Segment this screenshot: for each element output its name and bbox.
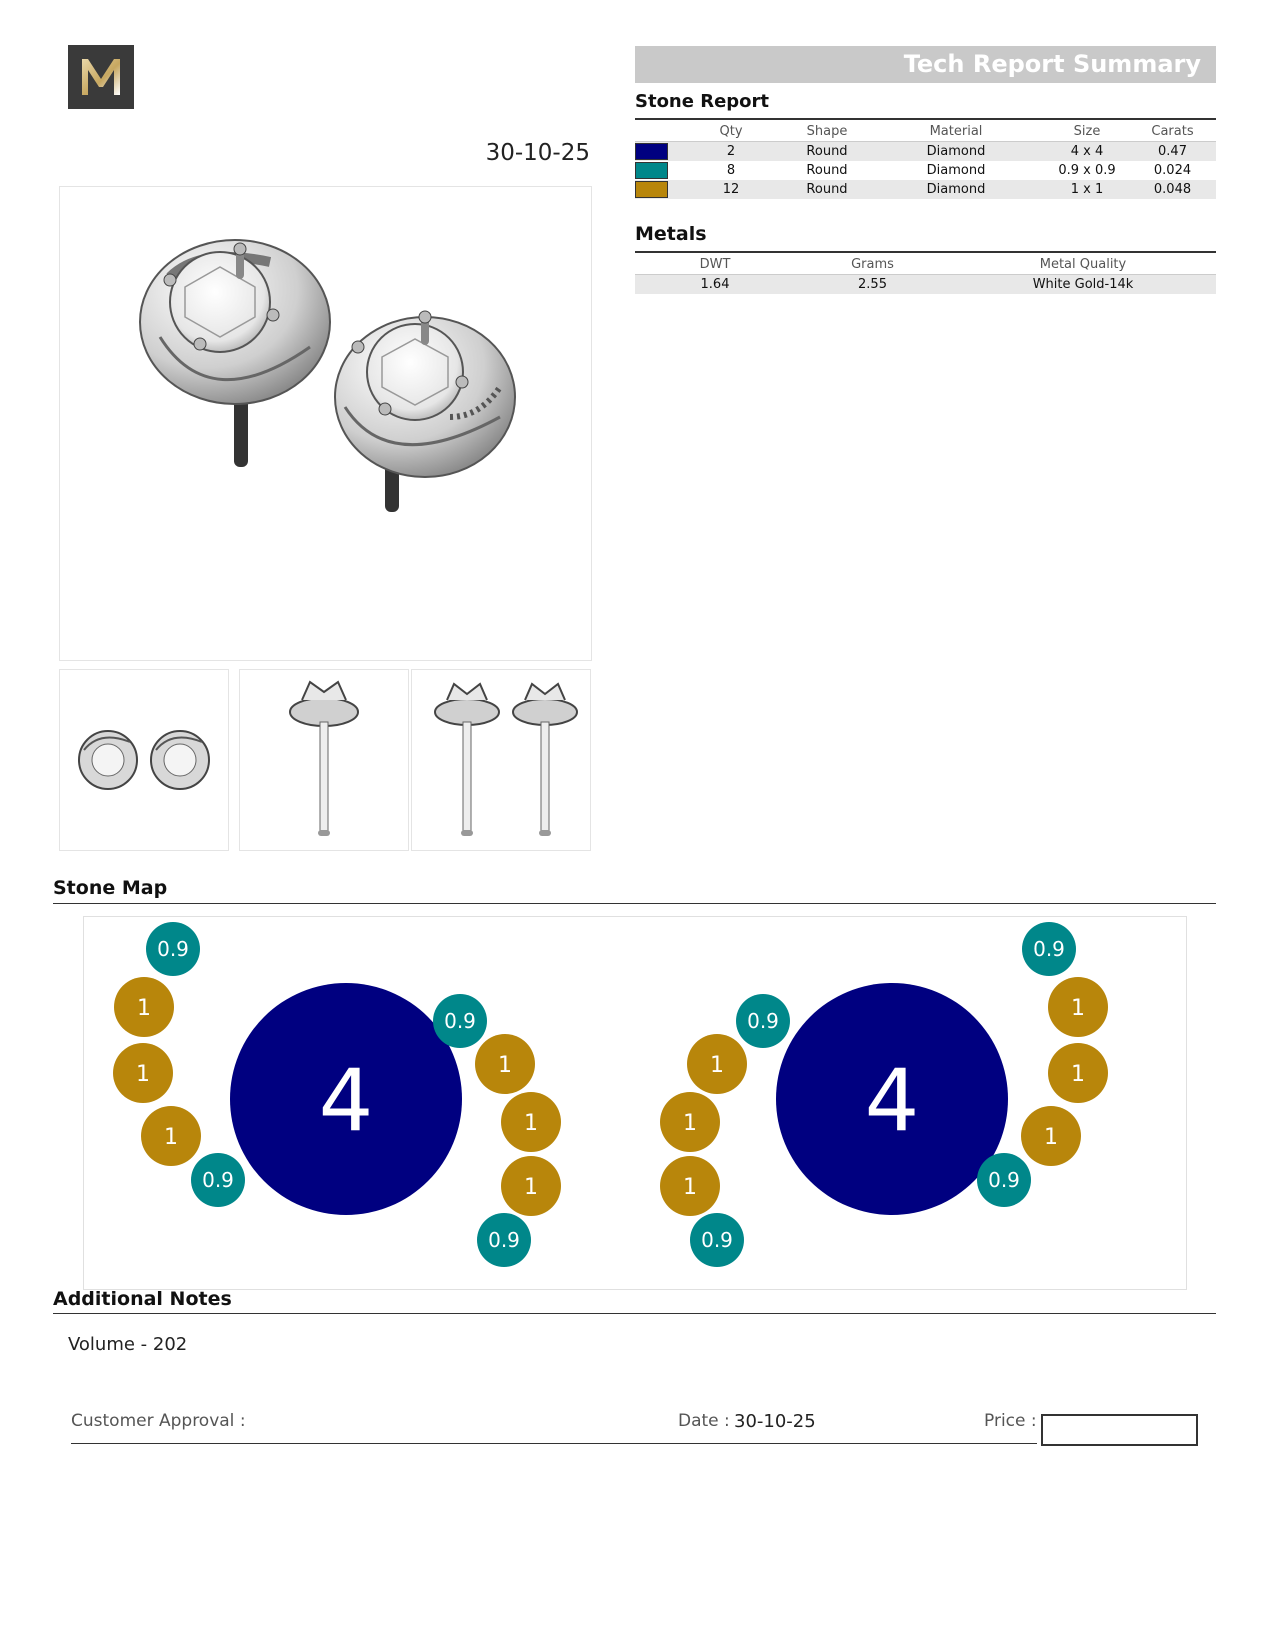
date-label: Date : — [678, 1411, 730, 1431]
stone-map-title: Stone Map — [53, 877, 168, 899]
stone-material: Diamond — [867, 180, 1045, 199]
stone-report-header-row — [635, 122, 1216, 142]
stone-size-label: 1 — [683, 1110, 697, 1136]
stone-row — [635, 142, 1216, 162]
thumbnail-top-view — [59, 669, 229, 851]
report-title-bar — [635, 46, 1216, 83]
stone-size-label: 1 — [683, 1174, 697, 1200]
thumbnail-side-view — [239, 669, 409, 851]
thumbnail-front-view — [411, 669, 591, 851]
color-swatch — [635, 181, 668, 198]
stone-shape: Round — [806, 163, 848, 178]
stone-size-label: 1 — [710, 1052, 724, 1078]
stone-map — [83, 916, 1187, 1290]
color-swatch — [635, 162, 668, 179]
earrings-perspective-image — [60, 187, 591, 660]
stone-accent-0-9 — [736, 994, 790, 1048]
notes-rule — [53, 1313, 1216, 1314]
notes-text: Volume - 202 — [68, 1334, 188, 1355]
stone-accent-0-9 — [977, 1153, 1031, 1207]
metals-header-row — [635, 255, 1216, 275]
stone-size-label: 0.9 — [488, 1228, 520, 1253]
metal-grams: 2.55 — [795, 275, 950, 295]
stone-size-label: 1 — [1044, 1124, 1058, 1150]
stone-carats: 0.47 — [1129, 142, 1216, 162]
stone-shape: Round — [787, 180, 867, 199]
stone-side-1 — [501, 1156, 561, 1216]
stone-size-label: 1 — [524, 1110, 538, 1136]
stone-qty: 2 — [675, 142, 787, 162]
color-swatch — [635, 143, 668, 160]
stone-carats: 0.024 — [1153, 163, 1192, 178]
stone-size-label: 0.9 — [157, 937, 189, 962]
price-label: Price : — [984, 1411, 1037, 1431]
stone-size-label: 0.9 — [444, 1009, 476, 1034]
stone-size-label: 1 — [498, 1052, 512, 1078]
company-logo — [68, 45, 134, 109]
stone-size-label: 1 — [1071, 1061, 1085, 1087]
stone-side-1 — [113, 1043, 173, 1103]
stone-size-label: 1 — [136, 1061, 150, 1087]
stone-size-label: 0.9 — [202, 1168, 234, 1193]
stone-size-label: 1 — [524, 1174, 538, 1200]
metal-quality: White Gold-14k — [950, 275, 1216, 295]
stone-side-1 — [114, 977, 174, 1037]
stone-side-1 — [501, 1092, 561, 1152]
stone-accent-0-9 — [477, 1213, 531, 1267]
stone-center — [230, 983, 462, 1215]
stone-side-1 — [1048, 1043, 1108, 1103]
stone-map-rule — [53, 903, 1216, 904]
col-qty: Qty — [675, 122, 787, 142]
stone-map-diagram — [84, 917, 1186, 1289]
col-metal-quality: Metal Quality — [950, 255, 1216, 275]
earrings-top-view-image — [60, 670, 228, 850]
main-product-render — [59, 186, 592, 661]
stone-report-rule — [635, 118, 1216, 120]
stone-accent-0-9 — [690, 1213, 744, 1267]
stone-side-1 — [687, 1034, 747, 1094]
stone-size-label: 4 — [864, 1050, 920, 1151]
stone-qty: 12 — [675, 180, 787, 199]
col-dwt: DWT — [635, 255, 795, 275]
stone-size-label: 4 — [318, 1050, 374, 1151]
stone-size-label: 1 — [137, 995, 151, 1021]
stone-side-1 — [1021, 1106, 1081, 1166]
stone-size: 0.9 x 0.9 — [1058, 163, 1116, 178]
stone-side-1 — [660, 1092, 720, 1152]
stone-size-label: 0.9 — [701, 1228, 733, 1253]
earring-side-view-image — [240, 670, 408, 850]
stone-accent-0-9 — [146, 922, 200, 976]
logo-m-mark — [68, 45, 134, 109]
approval-date: 30-10-25 — [734, 1411, 816, 1432]
stone-side-1 — [1048, 977, 1108, 1037]
stone-size: 1 x 1 — [1045, 180, 1129, 199]
stone-accent-0-9 — [1022, 922, 1076, 976]
col-size: Size — [1045, 122, 1129, 142]
stone-center — [776, 983, 1008, 1215]
earrings-front-view-image — [412, 670, 590, 850]
stone-report-title: Stone Report — [635, 91, 770, 112]
col-shape: Shape — [787, 122, 867, 142]
notes-title: Additional Notes — [53, 1288, 232, 1310]
stone-report-table — [635, 122, 1216, 199]
price-field[interactable] — [1041, 1414, 1198, 1446]
stone-size-label: 0.9 — [1033, 937, 1065, 962]
stone-row — [635, 180, 1216, 199]
stone-size: 4 x 4 — [1045, 142, 1129, 162]
report-date: 30-10-25 — [485, 140, 590, 166]
stone-size-label: 1 — [1071, 995, 1085, 1021]
stone-size-label: 0.9 — [988, 1168, 1020, 1193]
swatch-header — [635, 122, 675, 142]
col-carats: Carats — [1129, 122, 1216, 142]
stone-carats: 0.048 — [1129, 180, 1216, 199]
stone-side-1 — [475, 1034, 535, 1094]
col-grams: Grams — [795, 255, 950, 275]
stone-material: Diamond — [867, 142, 1045, 162]
metals-rule — [635, 251, 1216, 253]
stone-shape: Round — [787, 142, 867, 162]
metals-table — [635, 255, 1216, 294]
col-material: Material — [867, 122, 1045, 142]
metals-title: Metals — [635, 223, 707, 245]
signature-line — [71, 1443, 1037, 1444]
stone-qty: 8 — [726, 163, 736, 178]
stone-size-label: 1 — [164, 1124, 178, 1150]
stone-side-1 — [141, 1106, 201, 1166]
stone-material: Diamond — [926, 163, 986, 178]
stone-accent-0-9 — [191, 1153, 245, 1207]
stone-row — [635, 161, 1216, 180]
customer-approval-label: Customer Approval : — [71, 1411, 246, 1431]
report-title: Tech Report Summary — [903, 50, 1201, 78]
metal-dwt: 1.64 — [635, 275, 795, 295]
stone-side-1 — [660, 1156, 720, 1216]
metal-row — [635, 275, 1216, 295]
stone-accent-0-9 — [433, 994, 487, 1048]
stone-size-label: 0.9 — [747, 1009, 779, 1034]
